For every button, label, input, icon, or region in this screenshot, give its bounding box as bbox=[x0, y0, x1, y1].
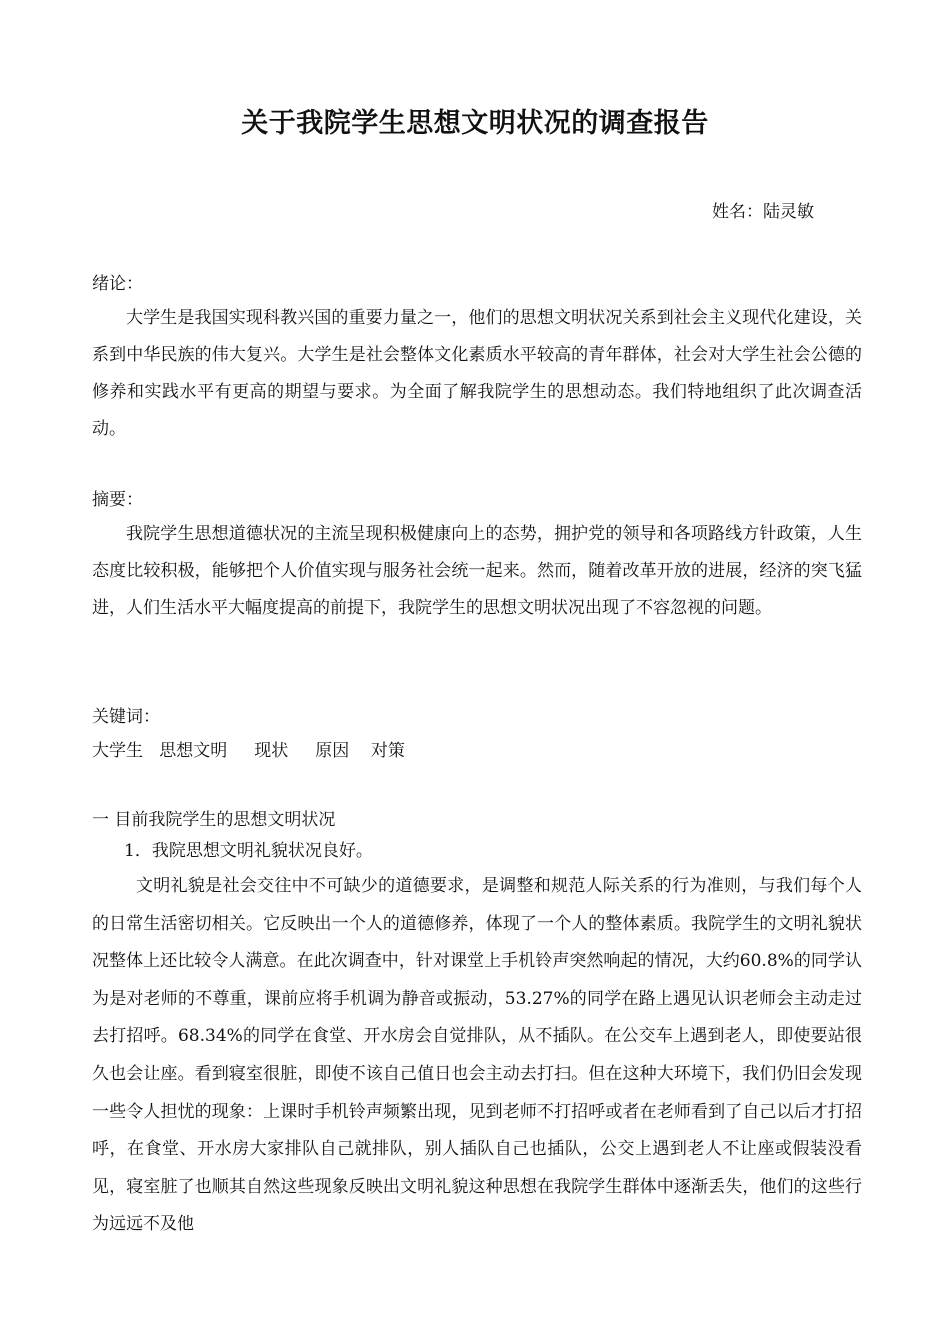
section-one bbox=[92, 807, 862, 1244]
abstract-paragraph: 我院学生思想道德状况的主流呈现积极健康向上的态势，拥护党的领导和各项路线方针政策，人生态度比较积极，能够把个人价值实现与服务社会统一起来。然而，随着改革开放的进展，经济的突飞猛进，人们生活水平大幅度提高的前提下，我院学生的思想文明状况出现了不容忽视的问题。 bbox=[92, 524, 862, 618]
document-title: 关于我院学生思想文明状况的调查报告 bbox=[241, 108, 709, 139]
keywords-heading: 关键词： bbox=[92, 707, 160, 727]
author-name: 姓名：陆灵敏 bbox=[712, 202, 814, 222]
keywords-section bbox=[92, 704, 862, 764]
intro-paragraph: 大学生是我国实现科教兴国的重要力量之一，他们的思想文明状况关系到社会主义现代化建设，关系到中华民族的伟大复兴。大学生是社会整体文化素质水平较高的青年群体，社会对大学生社会公德的修养和实践水平有更高的期望与要求。为全面了解我院学生的思想动态。我们特地组织了此次调查活动。 bbox=[92, 308, 862, 439]
abstract-section bbox=[92, 487, 862, 627]
keywords-list: 大学生 思想文明 现状 原因 对策 bbox=[92, 741, 405, 761]
section-one-heading: 一 目前我院学生的思想文明状况 bbox=[92, 810, 336, 830]
subsection-one-heading: 1．我院思想文明礼貌状况良好。 bbox=[124, 841, 373, 861]
subsection-one-paragraph: 文明礼貌是社会交往中不可缺少的道德要求，是调整和规范人际关系的行为准则，与我们每个人的日常生活密切相关。它反映出一个人的道德修养，体现了一个人的整体素质。我院学生的文明礼貌状况整体上还比较令人满意。在此次调查中，针对课堂上手机铃声突然响起的情况，大约60.8%的同学认为是对老师的不尊重，课前应将手机调为静音或振动，53.27%的同学在路上遇见认识老师会主动走过去打招呼。68.34%的同学在食堂、开水房会自觉排队，从不插队。在公交车上遇到老人，即使要站很久也会让座。看到寝室很脏，即使不该自己值日也会主动去打扫。但在这种大环境下，我们仍旧会发现一些令人担忧的现象：上课时手机铃声频繁出现，见到老师不打招呼或者在老师看到了自己以后才打招呼，在食堂、开水房大家排队自己就排队，别人插队自己也插队，公交上遇到老人不让座或假装没看见，寝室脏了也顺其自然这些现象反映出文明礼貌这种思想在我院学生群体中逐渐丢失，他们的这些行为远远不及他 bbox=[92, 876, 862, 1235]
intro-heading: 绪论： bbox=[92, 274, 143, 294]
abstract-heading: 摘要： bbox=[92, 490, 143, 510]
intro-section bbox=[92, 271, 862, 448]
